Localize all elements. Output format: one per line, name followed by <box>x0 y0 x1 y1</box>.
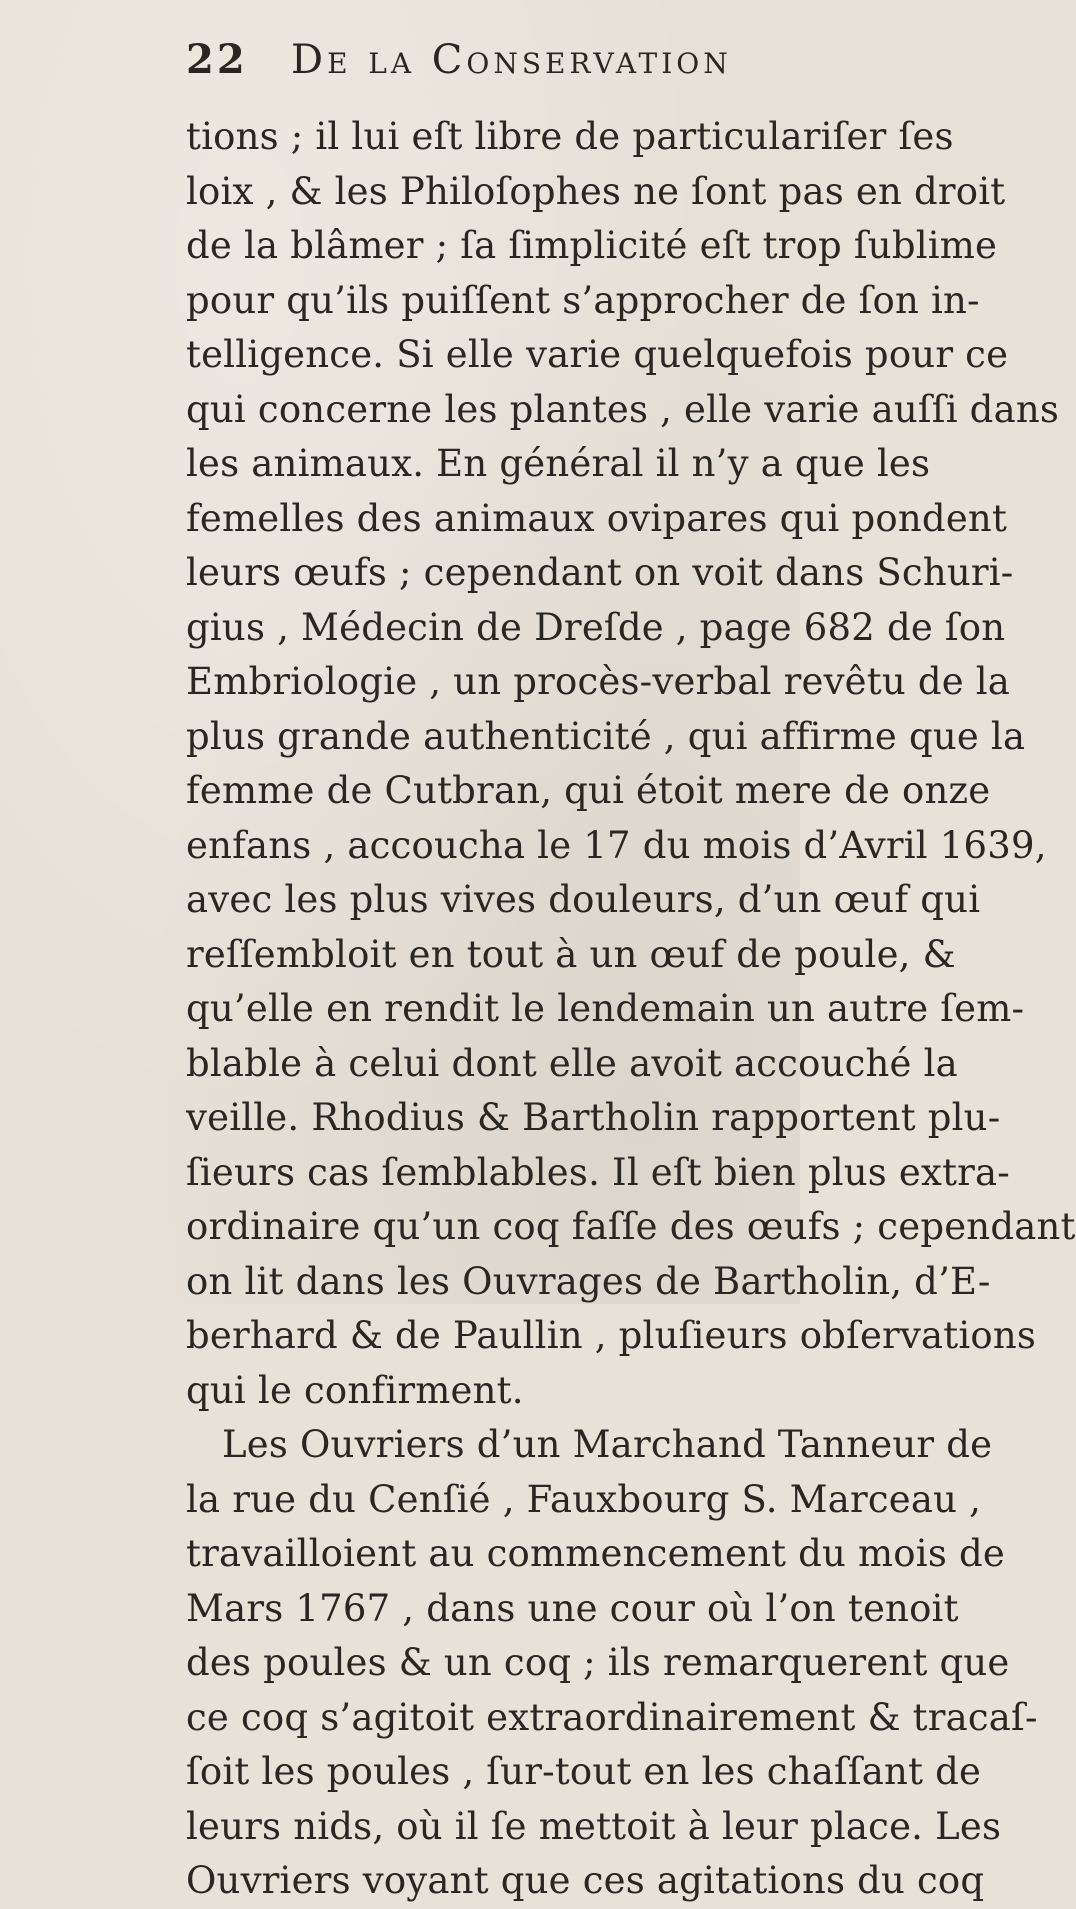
text-line: telligence. Si elle varie quelquefois pour ce <box>186 333 1009 376</box>
text-line: femelles des animaux ovipares qui pondent <box>186 496 1008 540</box>
text-line: tions ; il lui eſt libre de particulariſer ſes <box>186 115 954 158</box>
text-line: ordinaire qu’un coq faſſe des œufs ; cependant <box>186 1205 1076 1248</box>
text-line: on lit dans les Ouvrages de Bartholin, d’E- <box>186 1259 991 1303</box>
text-line: ce coq s’agitoit extraordinairement & tracaſ- <box>186 1695 1038 1739</box>
text-line: plus grande authenticité , qui affirme que la <box>186 714 1026 758</box>
text-line: qui concerne les plantes , elle varie auſſi dans <box>186 387 1060 431</box>
text-line: gius , Médecin de Dreſde , page 682 de ſon <box>186 605 1006 649</box>
page-number: 22 <box>186 36 248 83</box>
text-line: berhard & de Paullin , pluſieurs obſervations <box>186 1314 1037 1357</box>
text-line: enfans , accoucha le 17 du mois d’Avril 1639, <box>186 823 1047 867</box>
text-line: des poules & un coq ; ils remarquerent que <box>186 1641 1010 1684</box>
paragraph-end-line: qui le confirment. <box>186 1368 524 1412</box>
text-line: de la blâmer ; ſa ſimplicité eſt trop ſublime <box>186 224 998 267</box>
text-line: travailloient au commencement du mois de <box>186 1532 1005 1575</box>
body-text <box>186 110 1076 1909</box>
text-line: femme de Cutbran, qui étoit mere de onze <box>186 769 991 812</box>
paragraph-start-line: Les Ouvriers d’un Marchand Tanneur de <box>222 1423 993 1466</box>
text-line: la rue du Cenſié , Fauxbourg S. Marceau , <box>186 1477 982 1521</box>
text-line: loix , & les Philoſophes ne ſont pas en droit <box>186 169 1006 213</box>
text-line: reſſembloit en tout à un œuf de poule, & <box>186 932 956 976</box>
running-title: De la Conservation <box>291 37 732 83</box>
text-line: Embriologie , un procès-verbal revêtu de la <box>186 660 1011 703</box>
text-line: blable à celui dont elle avoit accouché la <box>186 1041 958 1085</box>
page-header <box>186 30 746 90</box>
text-line: leurs œufs ; cependant on voit dans Schuri- <box>186 551 1014 594</box>
text-line: pour qu’ils puiſſent s’approcher de ſon in- <box>186 278 980 322</box>
text-line: ſieurs cas ſemblables. Il eſt bien plus extra- <box>186 1150 1011 1194</box>
text-line: leurs nids, où il ſe mettoit à leur place. Les <box>186 1804 1002 1848</box>
text-line: Mars 1767 , dans une cour où l’on tenoit <box>186 1586 959 1630</box>
text-line: veille. Rhodius & Bartholin rapportent plu- <box>186 1096 1001 1139</box>
text-line: Ouvriers voyant que ces agitations du coq <box>186 1859 985 1902</box>
text-line: ſoit les poules , ſur-tout en les chaſſant de <box>186 1750 982 1793</box>
text-line: avec les plus vives douleurs, d’un œuf qui <box>186 878 981 921</box>
text-line: qu’elle en rendit le lendemain un autre ſem- <box>186 987 1025 1030</box>
text-line: les animaux. En général il n’y a que les <box>186 442 931 485</box>
